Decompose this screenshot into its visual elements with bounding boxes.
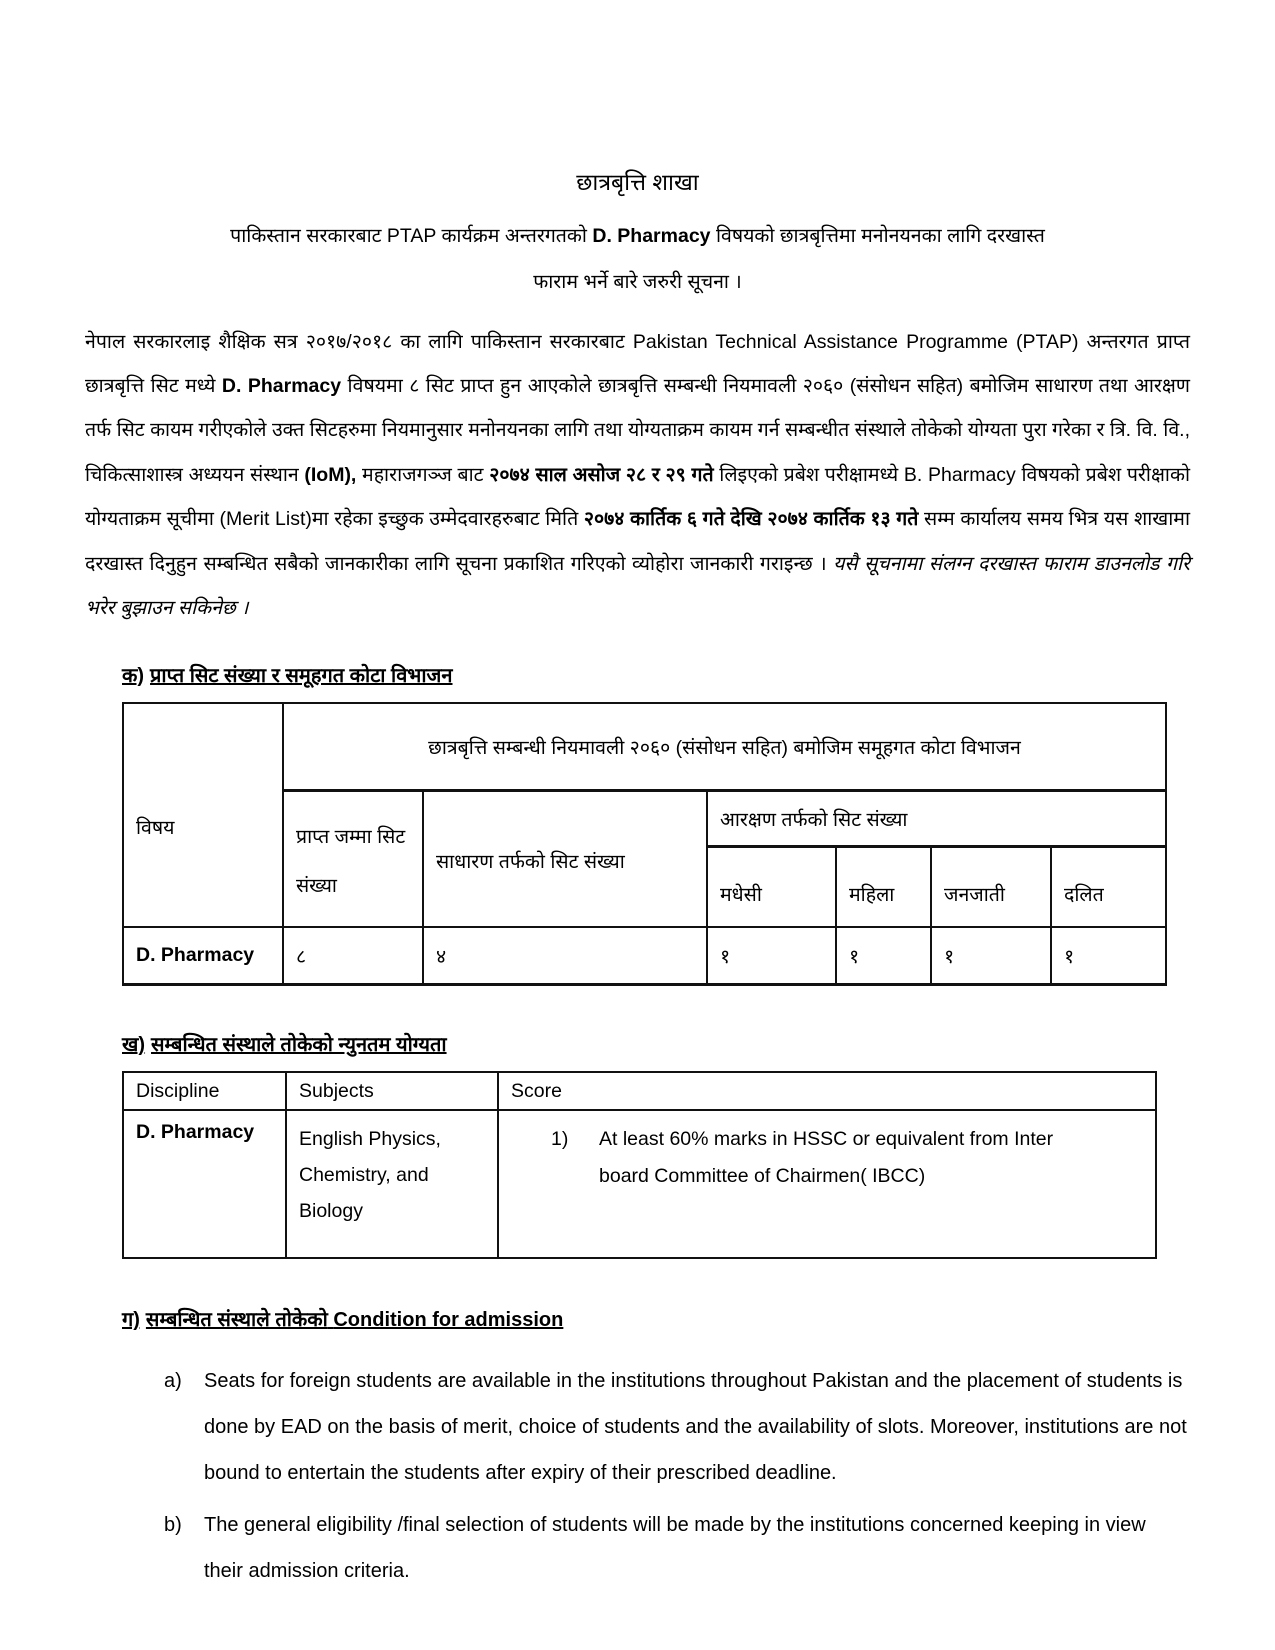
- subject-cell: D. Pharmacy: [123, 927, 283, 985]
- list-item-marker: a): [164, 1370, 182, 1393]
- discipline-column-header: Discipline: [123, 1072, 286, 1110]
- score-cell: [498, 1110, 1156, 1258]
- score-item-marker: 1): [551, 1128, 569, 1151]
- list-item: [122, 1502, 1190, 1594]
- intro-paragraph: नेपाल सरकारलाइ शैक्षिक सत्र २०१७/२०१८ का लागि पाकिस्तान सरकारबाट Pakistan Technical Assistance Programme (PTAP) अन्तरगत प्राप्त छात्रबृत्ति सिट मध्ये D. Pharmacy विषयमा ८ सिट प्राप्त हुन आएकोले छात्रबृत्ति सम्बन्धी नियमावली २०६० (संसोधन सहित) बमोजिम साधारण तथा आरक्षण तर्फ सिट कायम गरीएकोले उक्त सिटहरुमा नियमानुसार मनोनयनका लागि तथा योग्यताक्रम कायम गर्न सम्बन्धीत संस्थाले तोकेको योग्यता पुरा गरेका र त्रि. वि. वि., चिकित्साशास्त्र अध्ययन संस्थान (IoM), महाराजगञ्ज बाट २०७४ साल असोज २८ र २९ गते लिइएको प्रबेश परीक्षामध्ये B. Pharmacy विषयको प्रबेश परीक्षाको योग्यताक्रम सूचीमा (Merit List)मा रहेका इच्छुक उम्मेदवारहरुबाट मिति २०७४ कार्तिक ६ गते देखि २०७४ कार्तिक १३ गते सम्म कार्यालय समय भित्र यस शाखामा दरखास्त दिनुहुन सम्बन्धित सबैको जानकारीका लागि सूचना प्रकाशित गरिएको व्योहोरा जानकारी गराइन्छ । यसै सूचनामा संलग्न दरखास्त फाराम डाउनलोड गरि भरेर बुझाउन सकिनेछ ।: [85, 330, 1191, 620]
- quota-span-header: छात्रबृत्ति सम्बन्धी नियमावली २०६० (संसोधन सहित) बमोजिम समूहगत कोटा विभाजन: [283, 703, 1166, 791]
- table-row: [123, 703, 1166, 791]
- qualification-table: [122, 1071, 1157, 1259]
- section-a-heading-text: प्राप्त सिट संख्या र समूहगत कोटा विभाजन: [150, 664, 453, 687]
- section-minimum-qualification: [122, 1030, 1190, 1259]
- section-c-heading: [122, 1305, 1190, 1332]
- reserved-category-dalit: दलित: [1051, 847, 1166, 927]
- reserved-category-madhesi: मधेसी: [707, 847, 836, 927]
- section-b-heading-text: सम्बन्धित संस्थाले तोकेको न्युनतम योग्यता: [151, 1034, 447, 1057]
- general-seats-header: साधारण तर्फको सिट संख्या: [423, 791, 707, 927]
- notice-subtitle: [85, 214, 1190, 306]
- list-item-text: Seats for foreign students are available in the institutions throughout Pakistan and the placement of students is done by EAD on the basis of merit, choice of students and the availability of slots. Moreover, institutions are not bound to entertain the students after expiry of their prescribed deadline.: [204, 1370, 1187, 1485]
- seat-quota-table: [122, 702, 1167, 987]
- score-column-header: Score: [498, 1072, 1156, 1110]
- section-b-marker: ख): [122, 1034, 146, 1057]
- table-row: [123, 1072, 1156, 1110]
- reserved-category-janajati: जनजाती: [931, 847, 1051, 927]
- list-item: [122, 1358, 1190, 1496]
- section-c-heading-nepali: सम्बन्धित संस्थाले तोकेको: [145, 1309, 328, 1332]
- page-title: छात्रबृत्ति शाखा: [576, 169, 699, 195]
- total-seats-header: प्राप्त जम्मा सिट संख्या: [283, 791, 423, 927]
- list-item-text: The general eligibility /final selection of students will be made by the institutions concerned keeping in view their admission criteria.: [204, 1514, 1146, 1583]
- section-admission-conditions: [122, 1305, 1190, 1594]
- total-seats-cell: ८: [283, 927, 423, 985]
- score-list-item: [511, 1121, 1143, 1195]
- section-b-heading: [122, 1030, 1190, 1057]
- section-seat-quota: [122, 661, 1190, 987]
- score-item-text: At least 60% marks in HSSC or equivalent from Inter board Committee of Chairmen( IBCC): [599, 1128, 1054, 1188]
- list-item-marker: b): [164, 1514, 182, 1537]
- subjects-cell: English Physics, Chemistry, and Biology: [286, 1110, 498, 1258]
- section-a-marker: क): [122, 664, 145, 687]
- section-c-marker: ग): [122, 1309, 140, 1332]
- subtitle-line-1: पाकिस्तान सरकारबाट PTAP कार्यक्रम अन्तरगतको D. Pharmacy विषयको छात्रबृत्तिमा मनोनयनका लागि दरखास्त: [230, 224, 1045, 247]
- table-row: [123, 1110, 1156, 1258]
- reserved-category-mahila: महिला: [836, 847, 931, 927]
- general-seats-cell: ४: [423, 927, 707, 985]
- condition-list: [122, 1358, 1190, 1594]
- discipline-cell: D. Pharmacy: [123, 1110, 286, 1258]
- subjects-column-header: Subjects: [286, 1072, 498, 1110]
- section-c-heading-english: Condition for admission: [333, 1309, 564, 1332]
- mahila-seats-cell: १: [836, 927, 931, 985]
- reserved-seats-header: आरक्षण तर्फको सिट संख्या: [707, 791, 1166, 847]
- subject-column-header: विषय: [123, 703, 283, 927]
- section-a-heading: [122, 661, 1190, 688]
- table-row: [123, 927, 1166, 985]
- madhesi-seats-cell: १: [707, 927, 836, 985]
- janajati-seats-cell: १: [931, 927, 1051, 985]
- subtitle-line-2: फाराम भर्ने बारे जरुरी सूचना ।: [533, 270, 742, 293]
- dalit-seats-cell: १: [1051, 927, 1166, 985]
